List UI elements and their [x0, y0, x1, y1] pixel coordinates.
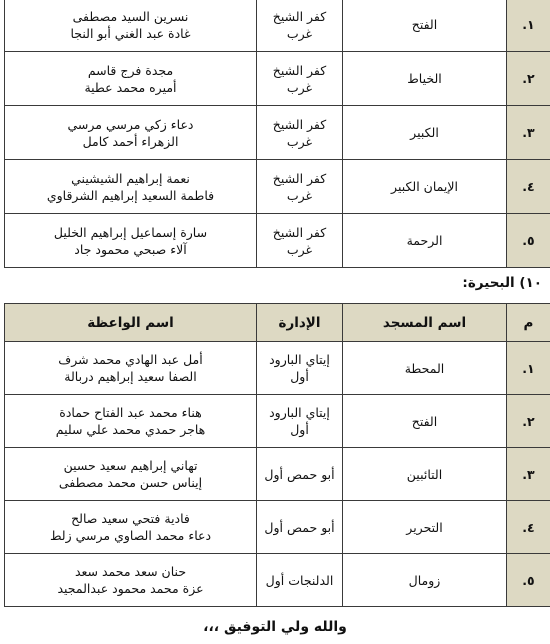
idara-cell: [257, 106, 343, 160]
row-number: ١.: [507, 0, 550, 52]
idara-line: إيتاي البارود: [269, 352, 330, 367]
idara-line: غرب: [286, 133, 313, 149]
idara-cell: [257, 395, 343, 448]
section-title: ١٠) البحيرة:: [462, 275, 542, 291]
row-number: ٢.: [507, 395, 550, 448]
mosque-name: الإيمان الكبير: [343, 160, 507, 214]
preacher-names-cell: [5, 106, 257, 160]
table-beheira: [4, 303, 550, 607]
preacher-name: هاجر حمدي محمد علي سليم: [55, 422, 206, 437]
idara-line: أبو حمص أول: [264, 519, 335, 535]
row-number: ٣.: [507, 106, 550, 160]
table-row: [5, 106, 550, 160]
idara-line: غرب: [286, 187, 313, 203]
table-row: [5, 160, 550, 214]
idara-line: كفر الشيخ: [272, 224, 327, 240]
preacher-name: أمل عبد الهادي محمد شرف: [58, 352, 203, 367]
table-row: [5, 342, 550, 395]
idara-line: أول: [290, 422, 309, 437]
idara-line: كفر الشيخ: [272, 170, 327, 186]
preacher-names-cell: [5, 214, 257, 268]
mosque-name: الرحمة: [343, 214, 507, 268]
idara-cell: [257, 342, 343, 395]
table-header-row: [5, 304, 550, 342]
row-number: ٤.: [507, 160, 550, 214]
closing-line: والله ولي التوفيق ،،،: [203, 619, 347, 635]
preacher-name: فادية فتحي سعيد صالح: [71, 511, 190, 526]
table-row: [5, 0, 550, 52]
idara-line: الدلنجات أول: [265, 572, 334, 588]
preacher-name: نسرين السيد مصطفى: [72, 8, 189, 24]
preacher-names-cell: [5, 395, 257, 448]
mosque-name: الكبير: [343, 106, 507, 160]
preacher-name: دعاء محمد الصاوي مرسي زلط: [49, 528, 212, 543]
mosque-name: الخياط: [343, 52, 507, 106]
preacher-name: تهاني إبراهيم سعيد حسين: [63, 458, 198, 473]
row-number: ١.: [507, 342, 550, 395]
idara-cell: [257, 160, 343, 214]
idara-line: غرب: [286, 25, 313, 41]
row-number: ٢.: [507, 52, 550, 106]
idara-cell: [257, 0, 343, 52]
preacher-name: غادة عبد الغني أبو النجا: [70, 25, 191, 41]
preacher-names-cell: [5, 342, 257, 395]
preacher-name: دعاء زكي مرسي مرسي: [67, 116, 194, 132]
idara-line: إيتاي البارود: [269, 405, 330, 420]
preacher-name: الصفا سعيد إبراهيم دربالة: [64, 369, 197, 384]
idara-cell: [257, 52, 343, 106]
mosque-name: الفتح: [343, 0, 507, 52]
table-row: [5, 52, 550, 106]
header-num: م: [507, 304, 550, 342]
preacher-name: حنان سعد محمد سعد: [74, 564, 187, 579]
mosque-name: التحرير: [343, 501, 507, 554]
mosque-name: المحطة: [343, 342, 507, 395]
preacher-names-cell: [5, 501, 257, 554]
idara-cell: [257, 448, 343, 501]
table-row: [5, 554, 550, 607]
header-mosque: اسم المسجد: [343, 304, 507, 342]
table-row: [5, 448, 550, 501]
preacher-name: مجدة فرج قاسم: [87, 62, 174, 78]
preacher-name: أميره محمد عطية: [84, 79, 177, 95]
preacher-name: إيناس حسن محمد مصطفى: [58, 475, 203, 490]
idara-cell: [257, 501, 343, 554]
preacher-names-cell: [5, 52, 257, 106]
preacher-name: هناء محمد عبد الفتاح حمادة: [59, 405, 202, 420]
idara-line: كفر الشيخ: [272, 8, 327, 24]
row-number: ٥.: [507, 554, 550, 607]
row-number: ٣.: [507, 448, 550, 501]
table-row: [5, 395, 550, 448]
mosque-name: زومال: [343, 554, 507, 607]
row-number: ٤.: [507, 501, 550, 554]
preacher-name: فاطمة السعيد إبراهيم الشرقاوي: [46, 187, 215, 203]
preacher-name: آلاء صبحي محمود جاد: [74, 241, 187, 257]
row-number: ٥.: [507, 214, 550, 268]
preacher-names-cell: [5, 448, 257, 501]
preacher-names-cell: [5, 160, 257, 214]
idara-line: غرب: [286, 79, 313, 95]
idara-cell: [257, 214, 343, 268]
preacher-name: سارة إسماعيل إبراهيم الخليل: [53, 224, 208, 240]
mosque-name: التائبين: [343, 448, 507, 501]
idara-line: أبو حمص أول: [264, 466, 335, 482]
table-row: [5, 501, 550, 554]
preacher-name: عزة محمد محمود عبدالمجيد: [57, 581, 204, 596]
mosque-name: الفتح: [343, 395, 507, 448]
idara-line: أول: [290, 369, 309, 384]
preacher-name: الزهراء أحمد كامل: [82, 133, 179, 149]
preacher-name: نعمة إبراهيم الشيشيني: [71, 170, 190, 186]
preacher-names-cell: [5, 0, 257, 52]
header-name: اسم الواعظة: [5, 304, 257, 342]
idara-line: كفر الشيخ: [272, 62, 327, 78]
table-kafr-elsheikh: [4, 0, 550, 268]
idara-line: غرب: [286, 241, 313, 257]
table-row: [5, 214, 550, 268]
idara-line: كفر الشيخ: [272, 116, 327, 132]
preacher-names-cell: [5, 554, 257, 607]
idara-cell: [257, 554, 343, 607]
header-idara: الإدارة: [257, 304, 343, 342]
